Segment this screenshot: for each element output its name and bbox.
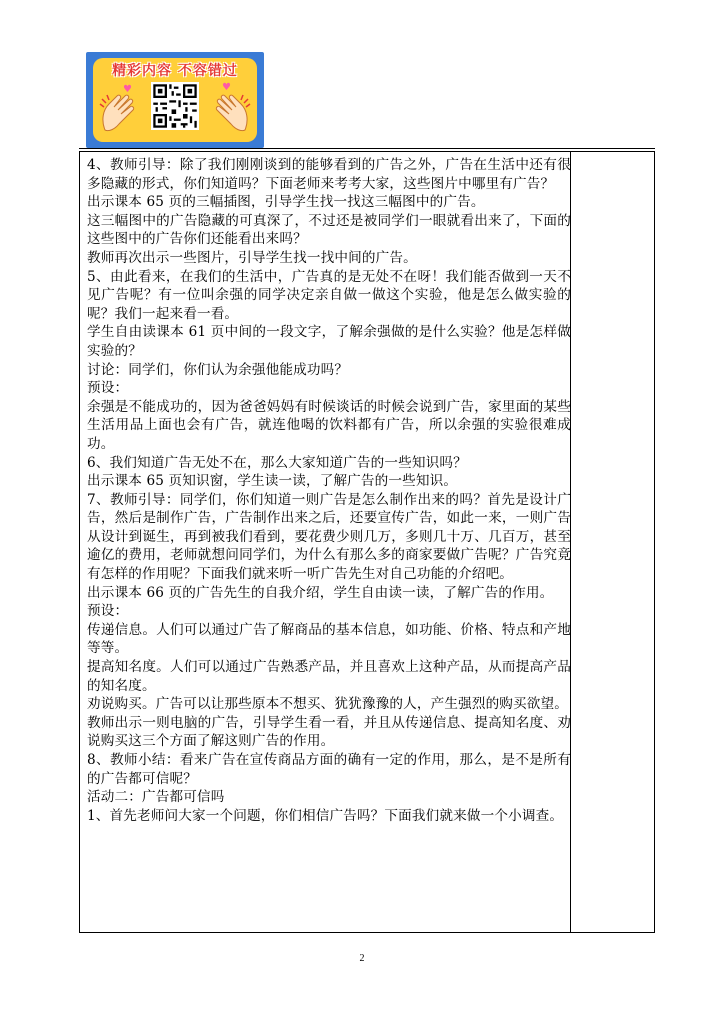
table-top-rule — [79, 148, 655, 149]
paragraph: 出示课本 65 页知识窗，学生读一读，了解广告的一些知识。 — [87, 473, 458, 490]
promo-banner — [86, 52, 264, 148]
paragraph: 教师再次出示一些图片，引导学生找一找中间的广告。 — [87, 249, 417, 266]
banner-title: 精彩内容 不容错过 — [112, 63, 238, 79]
paragraph: 讨论：同学们，你们认为余强他能成功吗？ — [87, 361, 349, 378]
heart-icon: ♥ — [222, 82, 231, 93]
lesson-content — [87, 156, 571, 825]
qr-code — [151, 82, 199, 130]
paragraph: 余强是不能成功的，因为爸爸妈妈有时候谈话的时候会说到广告，家里面的某些生活用品上面也会有广告，就连他喝的饮料都有广告，所以余强的实验很难成功。 — [87, 398, 571, 452]
paragraph: 预设： — [87, 603, 129, 620]
paragraph: 活动二：广告都可信吗 — [87, 789, 225, 806]
paragraph: 学生自由读课本 61 页中间的一段文字，了解余强做的是什么实验？他是怎样做实验的？ — [87, 324, 571, 359]
paragraph: 6、我们知道广告无处不在，那么大家知道广告的一些知识吗？ — [87, 454, 467, 471]
paragraph: 这三幅图中的广告隐藏的可真深了，不过还是被同学们一眼就看出来了，下面的这些图中的广告你们还能看出来吗？ — [87, 212, 571, 248]
lesson-table — [79, 151, 655, 933]
page-number: 2 — [359, 953, 365, 964]
paragraph: 传递信息。人们可以通过广告了解商品的基本信息，如功能、价格、特点和产地等等。 — [87, 621, 571, 657]
paragraph: 提高知名度。人们可以通过广告熟悉产品，并且喜欢上这种产品，从而提高产品的知名度。 — [87, 659, 571, 694]
promo-banner-panel — [93, 58, 257, 142]
paragraph: 出示课本 66 页的广告先生的自我介绍，学生自由读一读，了解广告的作用。 — [87, 584, 554, 601]
paragraph: 7、教师引导：同学们，你们知道一则广告是怎么制作出来的吗？首先是设计广告，然后是制作广告，广告制作出来之后，还要宣传广告，如此一来，一则广告从设计到诞生，再到被我们看到，要花费少则几万，多则几十万、几百万，甚至逾亿的费用，老师就想问同学们，为什么有那么多的商家要做广告呢？广告究竟有怎样的作用呢？下面我们就来听一听广告先生对自己功能的介绍吧。 — [87, 491, 571, 583]
paragraph: 8、教师小结：看来广告在宣传商品方面的确有一定的作用，那么，是不是所有的广告都可信呢？ — [87, 752, 571, 787]
paragraph: 教师出示一则电脑的广告，引导学生看一看，并且从传递信息、提高知名度、劝说购买这三个方面了解这则广告的作用。 — [87, 714, 571, 750]
paragraph: 5、由此看来，在我们的生活中，广告真的是无处不在呀！我们能否做到一天不见广告呢？有一位叫余强的同学决定亲自做一做这个实验，他是怎么做实验的呢？我们一起来看一看。 — [87, 268, 571, 322]
clapping-hands-icon — [97, 90, 143, 134]
clapping-hands-icon — [207, 90, 253, 134]
paragraph: 出示课本 65 页的三幅插图，引导学生找一找这三幅图中的广告。 — [87, 194, 485, 211]
paragraph: 1、首先老师问大家一个问题，你们相信广告吗？下面我们就来做一个小调查。 — [87, 807, 564, 824]
paragraph: 4、教师引导：除了我们刚刚谈到的能够看到的广告之外，广告在生活中还有很多隐藏的形式，你们知道吗？下面老师来考考大家，这些图片中哪里有广告？ — [87, 157, 571, 192]
paragraph: 劝说购买。广告可以让那些原本不想买、犹犹豫豫的人，产生强烈的购买欲望。 — [87, 696, 569, 713]
paragraph: 预设： — [87, 380, 129, 397]
heart-icon: ♥ — [123, 84, 132, 95]
